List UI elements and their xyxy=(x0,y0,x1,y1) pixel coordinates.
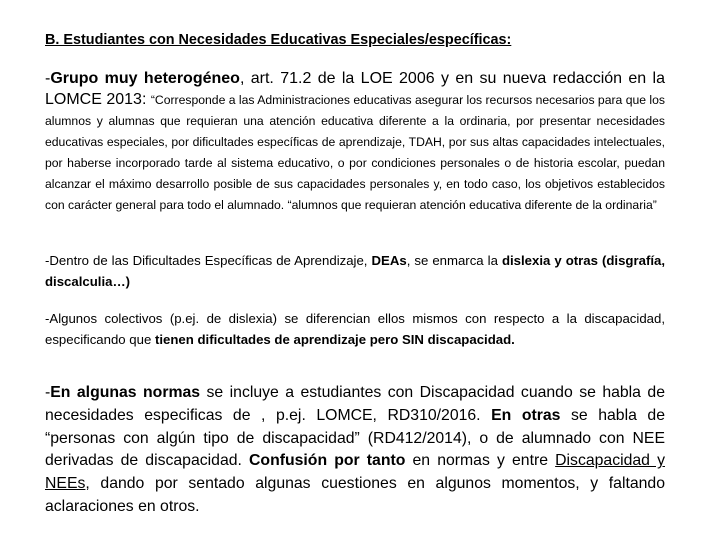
para2-bold-dyslexia: dislexia y otras xyxy=(501,253,598,268)
para4-bold-some-norms: En algunas normas xyxy=(50,384,201,401)
para1-legal-quote: “Corresponde a las Administraciones educativas asegurar los recursos necesarios para que los alumnos y alumnas que requieran una atención educativa diferente a la ordinaria, por presentar necesidades educativas especiales, por dificultades específicas de aprendizaje, TDAH, por sus altas capacidades intelectuales, por haberse incorporado tarde al sistema educativo, o por condiciones personales o de historia escolar, puedan alcanzar el máximo desarrollo posible de sus capacidades personales y, en todo caso, los objetivos establecidos con carácter general para todo el alumnado. “alumnos que requieran atención educativa diferente de la ordinaria” xyxy=(45,93,665,212)
para3-text: -Algunos colectivos (p.ej. de dislexia) se diferencian ellos mismos con respecto a la discapacidad, especificando que xyxy=(45,311,665,347)
para1-bold-phrase: Grupo muy heterogéneo xyxy=(50,70,240,87)
para4-text-4: , dando por sentado algunas cuestiones en algunos momentos, y faltando aclaraciones en otros. xyxy=(45,475,665,515)
paragraph-collectives xyxy=(45,308,665,350)
para4-text-1: se incluye a estudiantes con Discapacidad cuando se habla de necesidades especificas de , p.ej. LOMCE, RD310/2016. xyxy=(45,384,665,424)
paragraph-deas xyxy=(45,250,665,292)
para4-text-2: se habla de “personas con algún tipo de discapacidad” (RD412/2014), o de alumnado con NEE derivadas de discapacidad. xyxy=(45,406,665,470)
para3-bold-phrase: tienen dificultades de aprendizaje pero SIN discapacidad. xyxy=(154,332,515,347)
para2-examples: (disgrafía, discalculia…) xyxy=(45,253,665,289)
para4-bold-others: En otras xyxy=(491,406,561,424)
para1-dash: - xyxy=(45,70,51,87)
paragraph-heterogeneous-group xyxy=(45,68,665,215)
para4-text-3: en normas y entre xyxy=(405,452,556,470)
para2-text-2: , se enmarca la xyxy=(406,253,502,268)
para4-underlined-terms: Discapacidad y NEEs xyxy=(45,452,665,493)
slide-title: B. Estudiantes con Necesidades Educativas Especiales/específicas: xyxy=(45,32,512,48)
para1-text: , art. 71.2 de la LOE 2006 y en su nueva redacción en la LOMCE 2013: xyxy=(45,70,666,108)
paragraph-norms xyxy=(45,382,665,519)
para2-text-1: -Dentro de las Dificultades Específicas de Aprendizaje, xyxy=(45,253,372,268)
para4-bold-confusion: Confusión por tanto xyxy=(249,452,406,470)
para4-dash: - xyxy=(45,384,51,401)
para2-bold-deas: DEAs xyxy=(371,253,407,268)
